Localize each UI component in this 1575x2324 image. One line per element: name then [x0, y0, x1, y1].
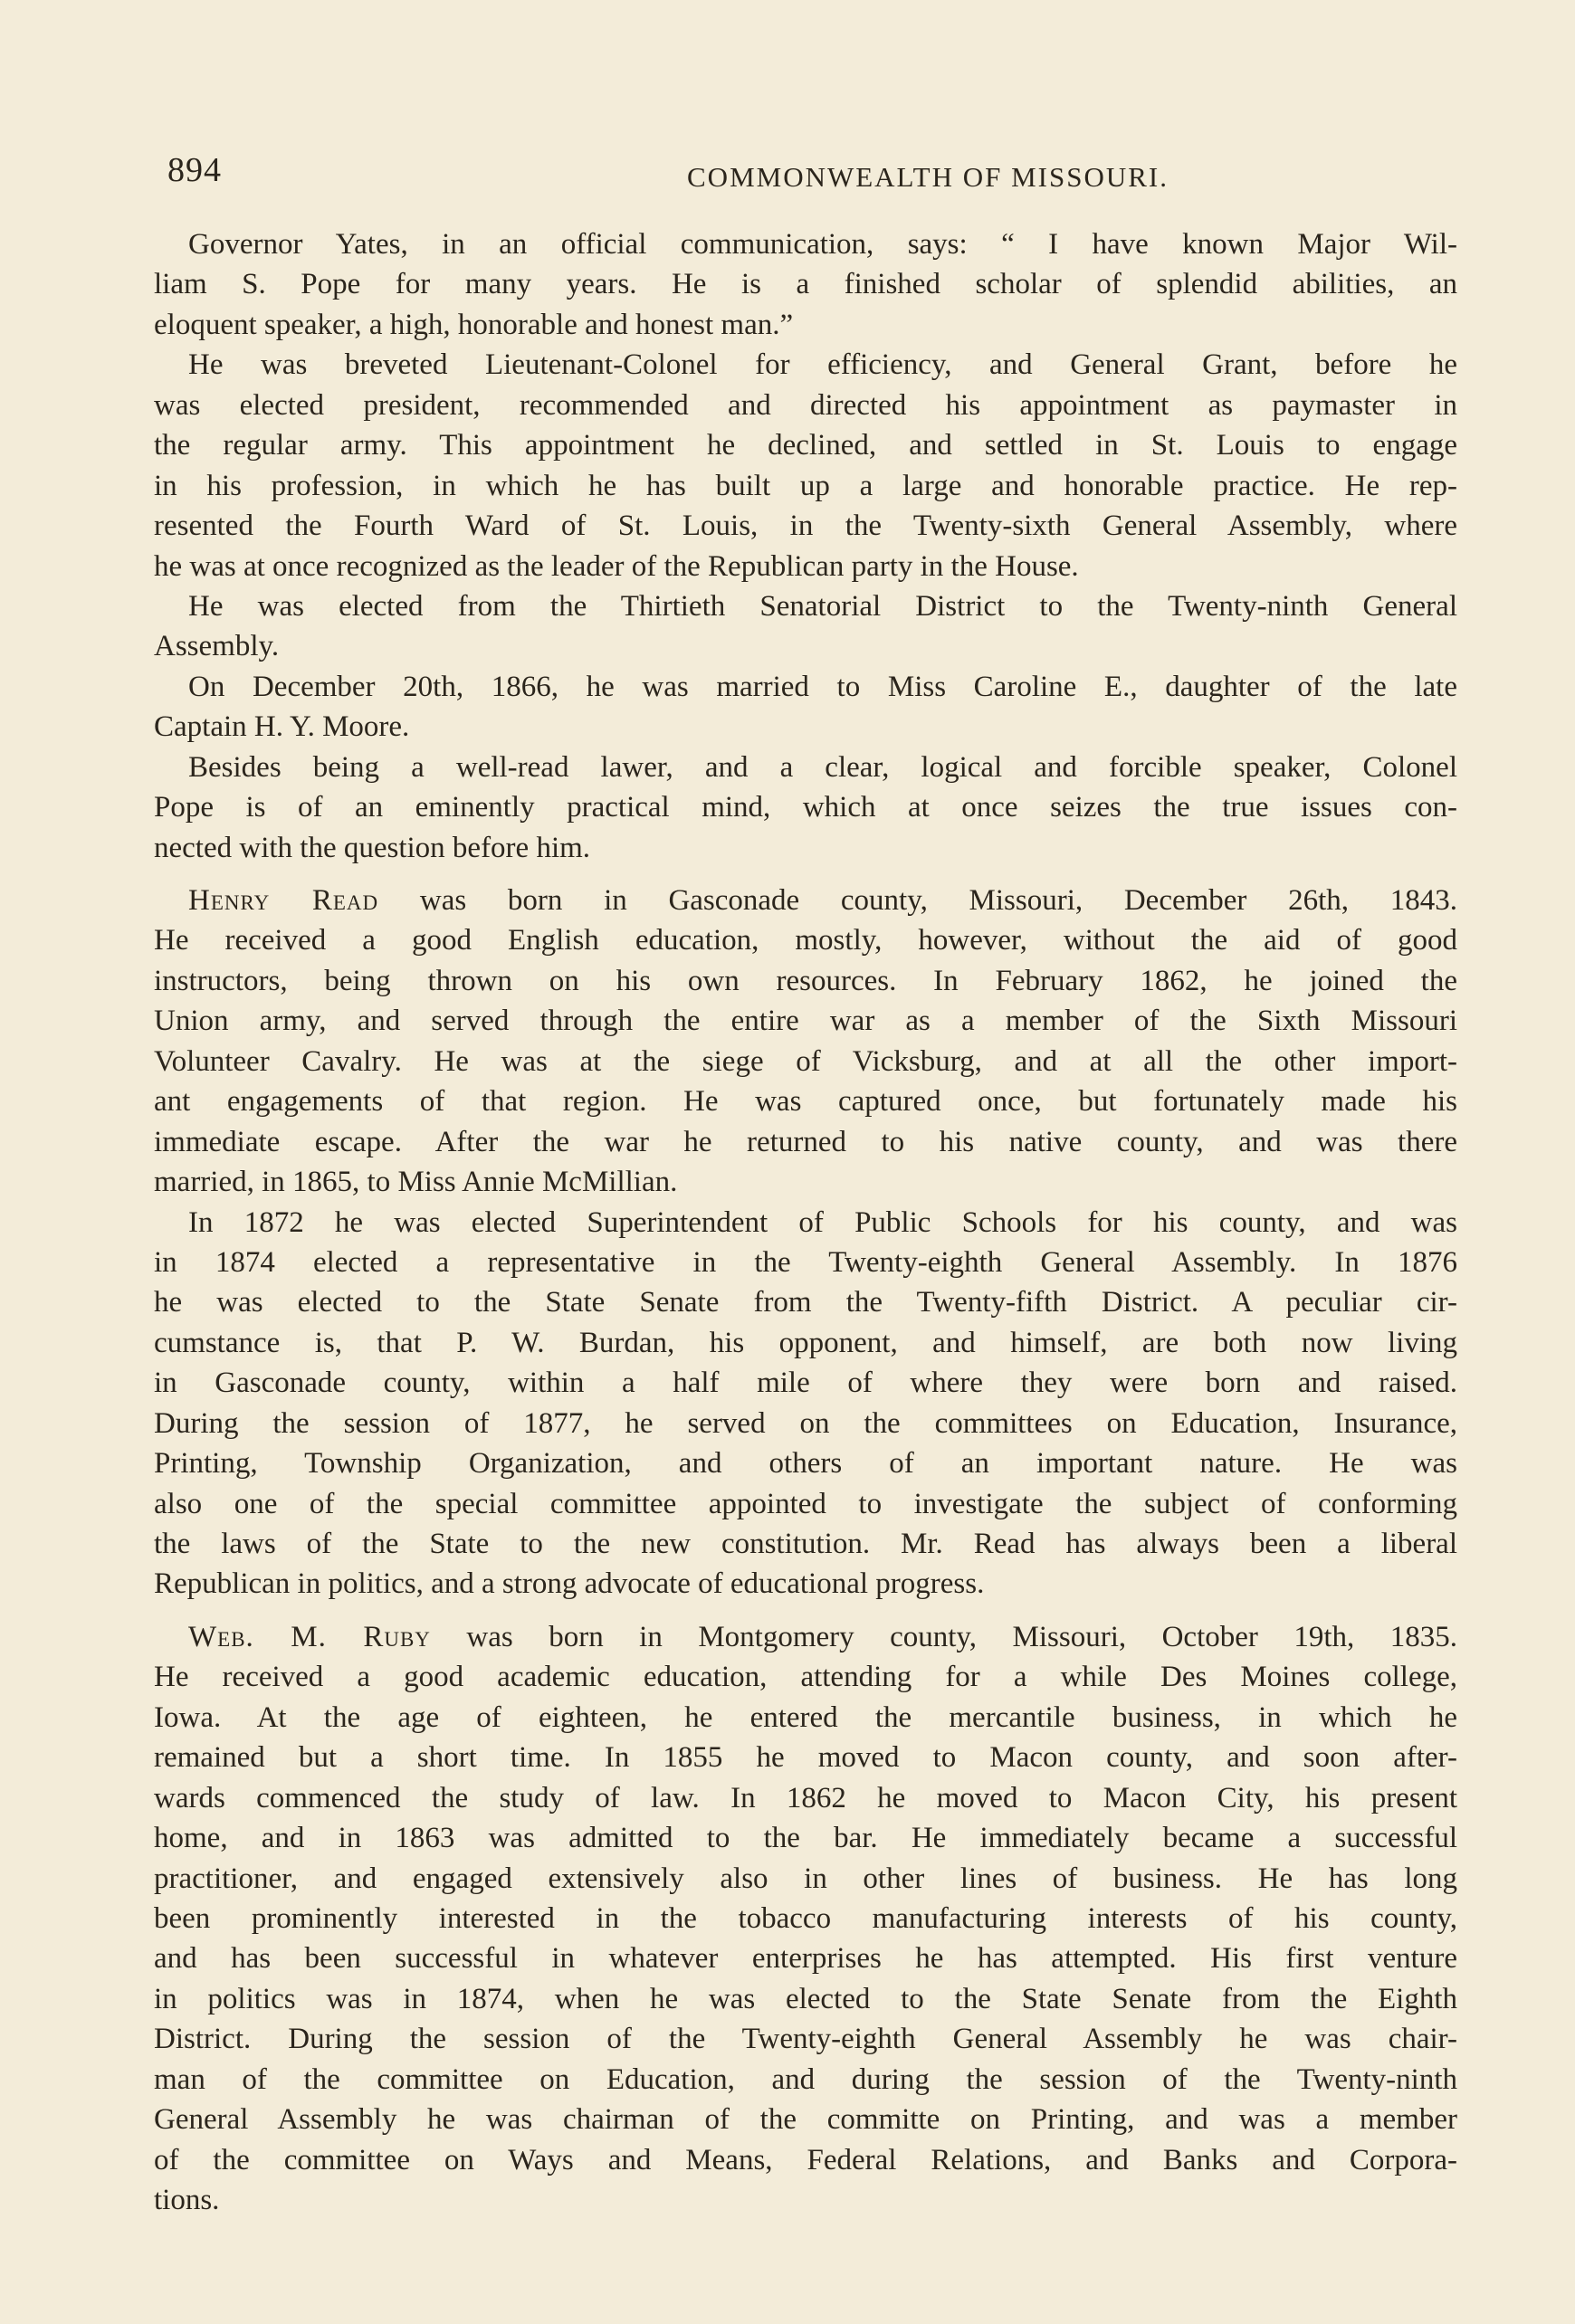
text-line: On December 20th, 1866, he was married to Miss Caroline E., daughter of the late	[188, 670, 1457, 703]
text-line: married, in 1865, to Miss Annie McMillian.	[154, 1166, 678, 1199]
paragraph	[154, 748, 1457, 868]
text-line: During the session of 1877, he served on the committees on Education, Insurance,	[154, 1406, 1457, 1440]
body-text	[154, 224, 1457, 2220]
page-header	[158, 145, 1462, 199]
paragraph	[154, 1203, 1457, 1605]
person-name: Henry Read	[188, 884, 379, 917]
text-line-rest: was born in Montgomery county, Missouri, October 19th, 1835.	[466, 1620, 1458, 1653]
text-line: Printing, Township Organization, and others of an important nature. He was	[154, 1447, 1457, 1481]
text-line: resented the Fourth Ward of St. Louis, in the Twenty-sixth General Assembly, where	[154, 510, 1457, 543]
biography-henry-read	[154, 881, 1457, 1203]
text-line	[154, 881, 1457, 920]
text-line-rest: was born in Gasconade county, Missouri, December 26th, 1843.	[419, 884, 1457, 917]
text-line: in 1874 elected a representative in the Twenty-eighth General Assembly. In 1876	[154, 1245, 1457, 1279]
text-line: Assembly.	[154, 630, 280, 663]
page-number: 894	[167, 151, 222, 189]
running-title: COMMONWEALTH OF MISSOURI.	[687, 161, 1169, 193]
text-line: the laws of the State to the new constitution. Mr. Read has always been a liberal	[154, 1528, 1457, 1560]
text-line: District. During the session of the Twenty-eighth General Assembly he was chair-	[154, 2023, 1457, 2056]
section-gap	[154, 1605, 1457, 1617]
text-line: eloquent speaker, a high, honorable and honest man.”	[154, 308, 794, 341]
text-line: Volunteer Cavalry. He was at the siege of Vicksburg, and at all the other import-	[154, 1044, 1457, 1078]
text-line: also one of the special committee appointed to investigate the subject of conforming	[154, 1487, 1457, 1520]
paragraph	[154, 586, 1457, 667]
text-line: he was at once recognized as the leader of the Republican party in the House.	[154, 549, 1079, 583]
text-line: the regular army. This appointment he declined, and settled in St. Louis to engage	[154, 429, 1457, 462]
text-line: of the committee on Ways and Means, Federal Relations, and Banks and Corpora-	[154, 2143, 1457, 2176]
text-line: immediate escape. After the war he returned to his native county, and was there	[154, 1125, 1457, 1158]
paragraph	[154, 345, 1457, 586]
text-line: He received a good academic education, attending for a while Des Moines college,	[154, 1661, 1457, 1694]
text-line: wards commenced the study of law. In 1862 he moved to Macon City, his present	[154, 1781, 1457, 1814]
text-line: Republican in politics, and a strong advocate of educational progress.	[154, 1567, 985, 1601]
text-line: home, and in 1863 was admitted to the bar. He immediately became a successful	[154, 1822, 1457, 1855]
text-line: in his profession, in which he has built up a large and honorable practice. He rep-	[154, 469, 1457, 502]
text-line: cumstance is, that P. W. Burdan, his opponent, and himself, are both now living	[154, 1326, 1457, 1359]
text-line: remained but a short time. In 1855 he moved to Macon county, and soon after-	[154, 1741, 1457, 1775]
text-line: Iowa. At the age of eighteen, he entered the mercantile business, in which he	[154, 1700, 1457, 1734]
text-line: in Gasconade county, within a half mile of where they were born and raised.	[154, 1367, 1457, 1400]
text-line: Captain H. Y. Moore.	[154, 710, 410, 744]
paragraph	[154, 667, 1457, 748]
text-line: instructors, being thrown on his own resources. In February 1862, he joined the	[154, 964, 1457, 997]
text-line: nected with the question before him.	[154, 831, 591, 864]
text-line: He was breveted Lieutenant-Colonel for efficiency, and General Grant, before he	[188, 348, 1457, 382]
person-name: Web. M. Ruby	[188, 1620, 431, 1653]
text-line: been prominently interested in the tobacco manufacturing interests of his county,	[154, 1901, 1457, 1935]
text-line: was elected president, recommended and directed his appointment as paymaster in	[154, 388, 1457, 422]
text-line: he was elected to the State Senate from the Twenty-fifth District. A peculiar cir-	[154, 1286, 1457, 1319]
text-line: tions.	[154, 2184, 220, 2216]
biography-web-ruby	[154, 1617, 1457, 2221]
text-line: He received a good English education, mostly, however, without the aid of good	[154, 924, 1457, 957]
text-line: General Assembly he was chairman of the committe on Printing, and was a member	[154, 2103, 1457, 2137]
text-line: Besides being a well-read lawer, and a clear, logical and forcible speaker, Colonel	[188, 750, 1457, 784]
text-line: ant engagements of that region. He was captured once, but fortunately made his	[154, 1085, 1457, 1119]
paragraph	[154, 224, 1457, 345]
text-line: practitioner, and engaged extensively also in other lines of business. He has long	[154, 1862, 1457, 1895]
text-line: Union army, and served through the entire war as a member of the Sixth Missouri	[154, 1005, 1457, 1038]
section-gap	[154, 868, 1457, 881]
text-line	[154, 1617, 1457, 1657]
text-line: liam S. Pope for many years. He is a finished scholar of splendid abilities, an	[154, 268, 1457, 301]
text-line: In 1872 he was elected Superintendent of Public Schools for his county, and was	[188, 1205, 1457, 1239]
text-line: Governor Yates, in an official communication, says: “ I have known Major Wil-	[188, 228, 1457, 261]
text-line: Pope is of an eminently practical mind, which at once seizes the true issues con-	[154, 791, 1457, 824]
text-line: He was elected from the Thirtieth Senatorial District to the Twenty-ninth General	[188, 589, 1457, 623]
text-line: and has been successful in whatever enterprises he has attempted. His first venture	[154, 1942, 1457, 1976]
text-line: in politics was in 1874, when he was elected to the State Senate from the Eighth	[154, 1982, 1457, 2015]
text-line: man of the committee on Education, and during the session of the Twenty-ninth	[154, 2062, 1457, 2096]
